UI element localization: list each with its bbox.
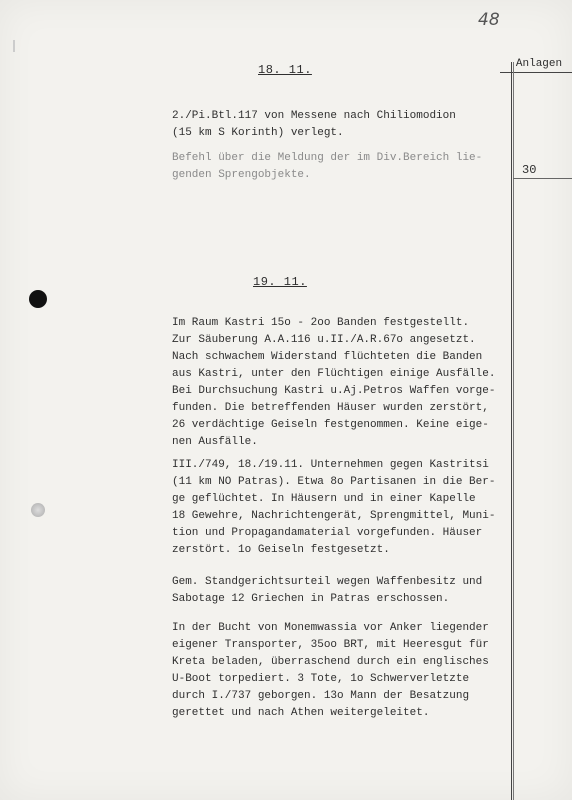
entry-paragraph: 2./Pi.Btl.117 von Messene nach Chiliomodion (15 km S Korinth) verlegt. xyxy=(172,110,456,139)
entry-paragraph: Befehl über die Meldung der im Div.Bereich lie- genden Sprengobjekte. xyxy=(172,152,483,181)
section-heading: 18. 11. xyxy=(258,63,312,77)
section-heading: 19. 11. xyxy=(253,275,307,289)
margin-column-header: Anlagen xyxy=(515,58,563,70)
edge-mark xyxy=(13,40,15,52)
entry-paragraph: Gem. Standgerichtsurteil wegen Waffenbesitz und Sabotage 12 Griechen in Patras erschossen. xyxy=(172,576,483,605)
margin-ref-number: 30 xyxy=(522,163,537,177)
margin-rule-inner xyxy=(513,62,514,800)
margin-ref-rule xyxy=(513,178,572,179)
punch-hole xyxy=(29,290,47,308)
entry-paragraph: III./749, 18./19.11. Unternehmen gegen Kastritsi (11 km NO Patras). Etwa 8o Partisanen in die Ber- ge geflüchtet. In Häusern und in einer Kapelle 18 Gewehre, Nachrichtengerät, Sprengmittel, Muni- tion und Propagandamaterial vorgefunden. Häuser zerstört. 1o Geiseln festgesetzt. xyxy=(172,459,496,556)
entry-paragraph: In der Bucht von Monemwassia vor Anker liegender eigener Transporter, 35oo BRT, mit Heeresgut für Kreta beladen, überraschend durch ein englisches U-Boot torpediert. 3 Tote, 1o Schwerverletzte durch I./737 geborgen. 13o Mann der Besatzung gerettet und nach Athen weitergeleitet. xyxy=(172,622,489,719)
entry-paragraph: Im Raum Kastri 15o - 2oo Banden festgestellt. Zur Säuberung A.A.116 u.II./A.R.67o angesetzt. Nach schwachem Widerstand flüchteten die Banden aus Kastri, unter den Flüchtigen einige Ausfälle. Bei Durchsuchung Kastri u.Aj.Petros Waffen vorge- funden. Die betreffenden Häuser wurden zerstört, 26 verdächtige Geiseln festgenommen. Keine eige- nen Ausfälle. xyxy=(172,317,496,448)
page-number: 48 xyxy=(478,10,500,30)
punch-hole xyxy=(31,503,45,517)
margin-rule xyxy=(511,62,512,800)
